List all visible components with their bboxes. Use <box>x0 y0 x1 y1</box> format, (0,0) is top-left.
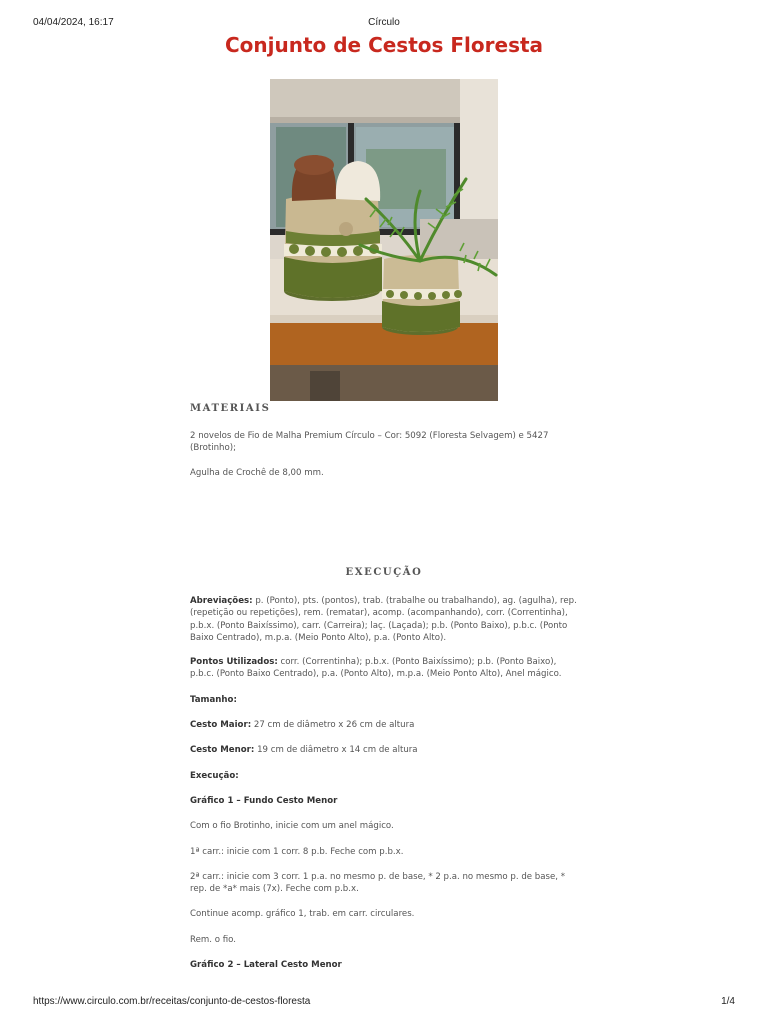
materials-item-needle: Agulha de Crochê de 8,00 mm. <box>190 467 324 478</box>
step-magic-ring: Com o fio Brotinho, inicie com um anel mágico. <box>190 821 394 832</box>
materials-item-yarn: 2 novelos de Fio de Malha Premium Círculo – Cor: 5092 (Floresta Selvagem) e 5427 (Brotinho); <box>190 431 549 454</box>
abbreviations-label: Abreviações: <box>190 596 253 606</box>
small-basket-size <box>190 744 582 756</box>
step-row-2: 2ª carr.: inicie com 3 corr. 1 p.a. no mesmo p. de base, * 2 p.a. no mesmo p. de base, * rep. de *a* mais (7x). Feche com p.b.x. <box>190 871 566 895</box>
print-site-name: Círculo <box>368 17 400 28</box>
chart2-heading: Gráfico 2 – Lateral Cesto Menor <box>190 960 342 971</box>
page-number: 1/4 <box>721 996 735 1007</box>
baskets-photo <box>270 79 498 401</box>
abbreviations-text: p. (Ponto), pts. (pontos), trab. (trabalhe ou trabalhando), ag. (agulha), rep. (repetição ou repetições), rem. (rematar), acomp. (acompanhando), corr. (Correntinha), p.b.x. (Ponto Baixíssimo), carr. (Carreira); laç. (Laçada); p.b. (Ponto Baixo), p.b.c. (Ponto Baixo Centrado), m.p.a. (Meio Ponto Alto), p.a. (Ponto Alto). <box>190 596 577 643</box>
execution-body <box>190 595 582 971</box>
big-basket-size <box>190 719 582 731</box>
materials-list <box>190 430 582 479</box>
execution-subheading: Execução: <box>190 770 239 781</box>
step-continue: Continue acomp. gráfico 1, trab. em carr. circulares. <box>190 909 415 920</box>
big-basket-label: Cesto Maior: <box>190 720 252 731</box>
size-heading: Tamanho: <box>190 694 237 705</box>
big-basket-text: 27 cm de diâmetro x 26 cm de altura <box>251 720 415 731</box>
print-header <box>33 17 735 31</box>
step-fasten-off: Rem. o fio. <box>190 934 236 945</box>
chart1-heading: Gráfico 1 – Fundo Cesto Menor <box>190 795 338 806</box>
print-footer <box>33 996 735 1010</box>
abbreviations-paragraph <box>190 595 582 644</box>
page-title: Conjunto de Cestos Floresta <box>224 33 544 57</box>
print-datetime: 04/04/2024, 16:17 <box>33 17 114 28</box>
stitches-paragraph <box>190 656 582 681</box>
page-url: https://www.circulo.com.br/receitas/conjunto-de-cestos-floresta <box>33 996 311 1007</box>
small-basket-text: 19 cm de diâmetro x 14 cm de altura <box>254 745 418 756</box>
step-row-1: 1ª carr.: inicie com 1 corr. 8 p.b. Feche com p.b.x. <box>190 846 404 857</box>
execution-heading: EXECUÇÃO <box>345 567 423 578</box>
stitches-text: corr. (Correntinha); p.b.x. (Ponto Baixíssimo); p.b. (Ponto Baixo), p.b.c. (Ponto Baixo Centrado), p.a. (Ponto Alto), m.p.a. (Meio Ponto Alto), Anel mágico. <box>190 657 562 680</box>
stitches-label: Pontos Utilizados: <box>190 657 278 668</box>
materials-heading: MATERIAIS <box>190 403 271 414</box>
small-basket-label: Cesto Menor: <box>190 745 255 756</box>
